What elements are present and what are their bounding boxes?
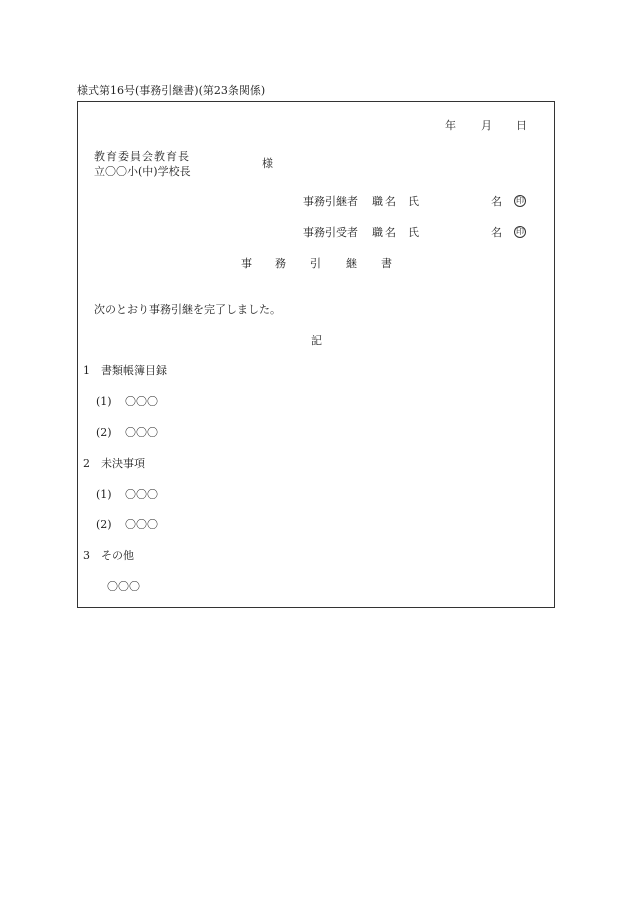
transferee-name-label-2: 名 (491, 226, 502, 239)
addressee-line-1: 教育委員会教育長 (94, 150, 190, 163)
doc-title-char: 継 (346, 257, 357, 270)
doc-title-char: 書 (381, 257, 392, 270)
addressee-honorific: 様 (262, 157, 273, 170)
section-number: 1 (83, 364, 90, 377)
transferor-seal-mark: 印 (516, 196, 524, 205)
item-marker: (1) (96, 488, 112, 501)
section-heading: 書類帳簿目録 (101, 364, 167, 377)
section-number: 3 (83, 549, 90, 562)
item-marker: (1) (96, 395, 112, 408)
date-year-label: 年 (445, 119, 456, 132)
item-marker: (2) (96, 426, 112, 439)
doc-title-char: 務 (275, 257, 286, 270)
section-heading: その他 (101, 549, 134, 562)
item-text: 〇〇〇 (107, 580, 140, 593)
addressee-line-2: 立〇〇小(中)学校長 (94, 165, 191, 178)
item-text: 〇〇〇 (125, 518, 158, 531)
date-day-label: 日 (516, 119, 527, 132)
doc-title-char: 引 (310, 257, 321, 270)
transferor-title-label: 職名 (372, 195, 398, 208)
ki-heading: 記 (311, 334, 322, 347)
statement-text: 次のとおり事務引継を完了しました。 (94, 303, 281, 316)
item-marker: (2) (96, 518, 112, 531)
transferee-name-label-1: 氏 (408, 226, 419, 239)
date-month-label: 月 (481, 119, 492, 132)
transferee-title-label: 職名 (372, 226, 398, 239)
transferor-name-label-1: 氏 (408, 195, 419, 208)
item-text: 〇〇〇 (125, 488, 158, 501)
form-caption: 様式第16号(事務引継書)(第23条関係) (77, 84, 266, 97)
section-number: 2 (83, 457, 90, 470)
doc-title-char: 事 (241, 257, 252, 270)
section-heading: 未決事項 (101, 457, 145, 470)
item-text: 〇〇〇 (125, 426, 158, 439)
item-text: 〇〇〇 (125, 395, 158, 408)
transferee-role: 事務引受者 (303, 226, 358, 239)
transferor-role: 事務引継者 (303, 195, 358, 208)
transferor-name-label-2: 名 (491, 195, 502, 208)
transferee-seal-mark: 印 (516, 227, 524, 236)
